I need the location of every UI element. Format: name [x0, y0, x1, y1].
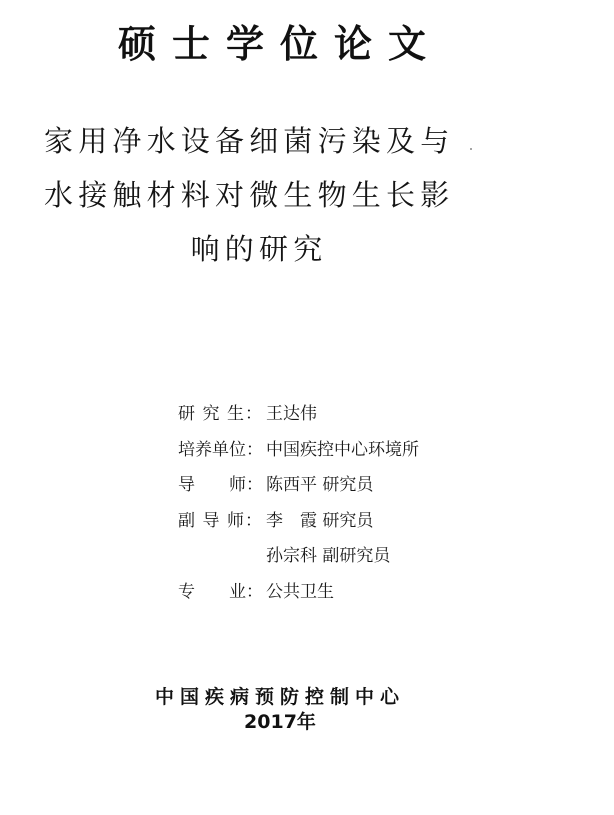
advisor-row [178, 473, 478, 497]
institution-name: 中国疾病预防控制中心 [154, 686, 405, 708]
advisor-label: 导 师： [178, 475, 263, 495]
major-label: 专 业： [178, 581, 263, 602]
student-name: 王达伟 [266, 404, 317, 424]
co-advisor-name-2: 孙宗科 副研究员 [266, 546, 391, 566]
unit-label: 培养单位： [178, 439, 263, 460]
author-info-block [178, 402, 478, 615]
thesis-title-line-2: 水接触材料对微生物生长影 [44, 178, 455, 212]
co-advisor-name-1: 李 霞 研究员 [266, 510, 374, 531]
unit-name: 中国疾控中心环境所 [266, 439, 419, 460]
scan-speck [470, 148, 472, 150]
advisor-name: 陈西平 研究员 [266, 475, 374, 495]
submission-year: 2017年 [244, 711, 316, 733]
student-label: 研 究 生： [178, 404, 262, 424]
co-advisor-row-2 [178, 544, 478, 568]
thesis-title-line-3: 响的研究 [190, 232, 328, 266]
co-advisor-row [178, 509, 478, 533]
thesis-title-line-1: 家用净水设备细菌污染及与 [44, 124, 455, 158]
degree-title: 硕士学位论文 [117, 21, 442, 66]
student-row [178, 402, 478, 426]
co-advisor-label: 副 导 师： [178, 510, 262, 531]
major-name: 公共卫生 [266, 581, 334, 602]
major-row [178, 580, 478, 604]
thesis-title [44, 114, 514, 276]
unit-row [178, 438, 478, 462]
